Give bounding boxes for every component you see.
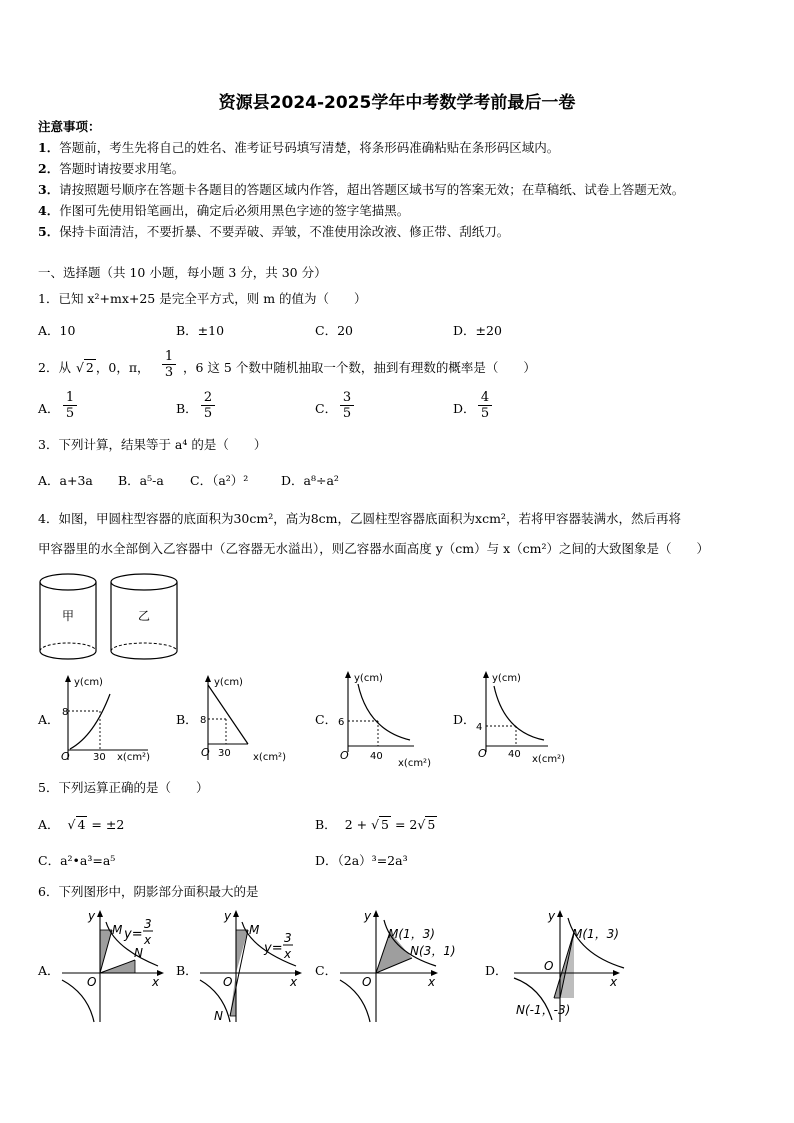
- q2-option-b-letter: B．: [176, 401, 198, 416]
- q2-stem-suffix: ，6 这 5 个数中随机抽取一个数，抽到有理数的概率是（ ）: [183, 360, 536, 375]
- x-tick-label: 40: [508, 749, 521, 760]
- notice-item: [38, 204, 409, 218]
- question-2-stem: [38, 361, 150, 375]
- notice-item-text: 答题时请按要求用笔。: [59, 161, 185, 176]
- fraction-denominator: 5: [65, 406, 75, 421]
- q1-option-a: A．10: [38, 323, 76, 338]
- q4-graph-d: [476, 668, 576, 766]
- x-axis-label: x(cm²): [532, 754, 565, 765]
- q2-stem-mid: ，0，π，: [95, 360, 150, 375]
- option-mid: = 2: [390, 817, 418, 832]
- origin-label: O: [362, 975, 372, 989]
- notice-item-number: 5．: [38, 224, 60, 239]
- fraction-numerator: 4: [478, 390, 492, 406]
- point-m-label: M: [249, 923, 260, 937]
- q2-stem-prefix: 2．从: [38, 360, 71, 375]
- origin-label: O: [201, 746, 210, 759]
- function-numerator: 3: [144, 917, 152, 931]
- y-axis-label: y(cm): [354, 673, 383, 684]
- y-tick-label: 8: [200, 715, 207, 726]
- q6-option-a-letter: A．: [38, 963, 60, 978]
- origin-label: O: [87, 975, 97, 989]
- sqrt-symbol: √: [417, 817, 426, 832]
- q6-option-b-letter: B．: [176, 963, 198, 978]
- q4-option-d-letter: D．: [453, 712, 476, 727]
- x-tick-label: 30: [93, 752, 106, 763]
- point-m-coord: M(1，3): [388, 927, 435, 941]
- q3-option-c: C．（a²）²: [190, 473, 249, 488]
- q1-option-c: C．20: [315, 323, 353, 338]
- y-tick-label: 8: [62, 707, 69, 718]
- origin-label: O: [544, 959, 554, 973]
- point-m-label: M: [112, 923, 123, 937]
- q3-option-a: A．a+3a: [38, 473, 93, 488]
- cylinder-yi-label: 乙: [137, 609, 151, 623]
- q5-option-c: C．a²•a³=a⁵: [38, 853, 116, 868]
- q6-graph-b: [198, 908, 308, 1026]
- cylinder-jia-figure: [38, 571, 100, 663]
- fraction-denominator: 5: [342, 406, 352, 421]
- q6-option-c-letter: C．: [315, 963, 338, 978]
- fraction-numerator: 2: [201, 390, 215, 406]
- y-axis-label: y(cm): [214, 677, 243, 688]
- axis-y-label: y: [364, 909, 372, 923]
- notice-item-text: 请按照题号顺序在答题卡各题目的答题区域内作答，超出答题区域书写的答案无效；在草稿纸、试卷上答题无效。: [59, 182, 685, 197]
- function-label: y=: [264, 941, 283, 956]
- q4-option-c-letter: C．: [315, 712, 338, 727]
- sqrt-symbol: √: [371, 817, 380, 832]
- notice-item-number: 4．: [38, 203, 60, 218]
- sqrt-arg: 5: [427, 817, 436, 832]
- origin-label: O: [61, 750, 70, 763]
- notice-item-number: 3．: [38, 182, 60, 197]
- q2-option-d-fraction: [478, 390, 492, 422]
- function-numerator: 3: [284, 931, 292, 945]
- option-pre: 2 +: [344, 817, 372, 832]
- question-3-stem: 3．下列计算，结果等于 a⁴ 的是（ ）: [38, 437, 267, 452]
- x-axis-label: x(cm²): [117, 752, 150, 763]
- cylinder-yi-figure: [109, 571, 181, 663]
- q4-option-b-letter: B．: [176, 712, 198, 727]
- y-tick-label: 6: [338, 717, 345, 728]
- function-label: y=: [124, 927, 143, 942]
- function-denominator: x: [144, 933, 152, 947]
- notice-item: [38, 225, 509, 239]
- q2-option-a-fraction: [63, 390, 77, 422]
- q2-option-c-fraction: [340, 390, 354, 422]
- q1-option-b: B．±10: [176, 323, 225, 338]
- question-6-stem: 6．下列图形中，阴影部分面积最大的是: [38, 884, 259, 899]
- q4-graph-b: [198, 672, 298, 764]
- q3-option-d: D．a⁸÷a²: [281, 473, 339, 488]
- fraction-numerator: 1: [63, 390, 77, 406]
- q6-graph-c: [338, 908, 468, 1026]
- q6-graph-a: [60, 908, 170, 1026]
- notice-item-number: 1．: [38, 140, 60, 155]
- notice-item-text: 作图可先使用铅笔画出，确定后必须用黑色字迹的签字笔描黑。: [59, 203, 410, 218]
- function-denominator: x: [284, 947, 292, 961]
- point-n-coord: N(-1，-3): [516, 1003, 571, 1017]
- point-n-label: N: [214, 1009, 223, 1023]
- notice-item-number: 2．: [38, 161, 60, 176]
- point-m-coord: M(1，3): [572, 927, 619, 941]
- origin-label: O: [478, 747, 487, 760]
- q4-graph-a: [58, 672, 158, 764]
- x-axis-label: x(cm²): [253, 752, 286, 763]
- x-axis-label: x(cm²): [398, 758, 431, 769]
- sqrt-arg: 4: [77, 817, 86, 832]
- axis-y-label: y: [88, 909, 96, 923]
- q2-option-b-fraction: [201, 390, 215, 422]
- point-n-label: N: [134, 946, 143, 960]
- q2-sqrt-arg: 2: [85, 360, 94, 375]
- q6-option-d-letter: D．: [485, 963, 508, 978]
- fraction-denominator: 3: [164, 365, 174, 380]
- q2-fraction: [162, 349, 176, 381]
- point-n-coord: N(3，1): [410, 944, 456, 958]
- section-heading: 一、选择题（共 10 小题，每小题 3 分，共 30 分）: [38, 265, 327, 280]
- fraction-numerator: 1: [162, 349, 176, 365]
- y-tick-label: 4: [476, 722, 483, 733]
- question-4-stem-line1: 4．如图，甲圆柱型容器的底面积为30cm²，高为8cm，乙圆柱型容器底面积为xcm²，若将甲容器装满水，然后再将: [38, 511, 681, 526]
- fraction-denominator: 5: [480, 406, 490, 421]
- sqrt-symbol: √: [67, 817, 76, 832]
- question-5-stem: 5．下列运算正确的是（ ）: [38, 780, 209, 795]
- q2-option-d-letter: D．: [453, 401, 476, 416]
- question-1-stem: 1．已知 x²+mx+25 是完全平方式，则 m 的值为（ ）: [38, 291, 367, 306]
- q3-option-b: B．a⁵-a: [118, 473, 164, 488]
- axis-x-label: x: [290, 975, 298, 989]
- q5-option-b: [315, 818, 437, 832]
- notice-item-text: 答题前，考生先将自己的姓名、准考证号码填写清楚，将条形码准确粘贴在条形码区域内。: [59, 140, 560, 155]
- notice-heading: 注意事项：: [38, 119, 101, 134]
- x-tick-label: 40: [370, 751, 383, 762]
- q4-graph-c: [338, 668, 438, 769]
- fraction-denominator: 5: [203, 406, 213, 421]
- axis-y-label: y: [224, 909, 232, 923]
- sqrt-symbol: √: [75, 360, 84, 375]
- axis-x-label: x: [152, 975, 160, 989]
- q4-option-a-letter: A．: [38, 712, 60, 727]
- fraction-numerator: 3: [340, 390, 354, 406]
- origin-label: O: [340, 749, 349, 762]
- notice-item: [38, 162, 184, 176]
- y-axis-label: y(cm): [492, 673, 521, 684]
- question-4-stem-line2: 甲容器里的水全部倒入乙容器中（乙容器无水溢出），则乙容器水面高度 y（cm）与 x（cm²）之间的大致图象是（ ）: [38, 541, 710, 556]
- q5-option-a: [38, 818, 124, 832]
- option-letter: B．: [315, 817, 337, 832]
- q1-option-d: D．±20: [453, 323, 502, 338]
- origin-label: O: [223, 975, 233, 989]
- y-axis-label: y(cm): [74, 677, 103, 688]
- option-letter: A．: [38, 817, 60, 832]
- notice-item: [38, 183, 684, 197]
- axis-y-label: y: [548, 909, 556, 923]
- q5-option-d: D．（2a）³=2a³: [315, 853, 408, 868]
- axis-x-label: x: [610, 975, 618, 989]
- cylinder-jia-label: 甲: [61, 609, 75, 623]
- notice-item-text: 保持卡面清洁，不要折暴、不要弄破、弄皱，不准使用涂改液、修正带、刮纸刀。: [59, 224, 510, 239]
- x-tick-label: 30: [218, 748, 231, 759]
- q6-graph-d: [512, 908, 642, 1026]
- sqrt-arg: 5: [381, 817, 389, 832]
- q2-option-c-letter: C．: [315, 401, 338, 416]
- axis-x-label: x: [428, 975, 436, 989]
- q2-option-a-letter: A．: [38, 401, 60, 416]
- notice-item: [38, 141, 559, 155]
- option-rest: = ±2: [87, 817, 125, 832]
- page-title: 资源县2024-2025学年中考数学考前最后一卷: [218, 93, 576, 113]
